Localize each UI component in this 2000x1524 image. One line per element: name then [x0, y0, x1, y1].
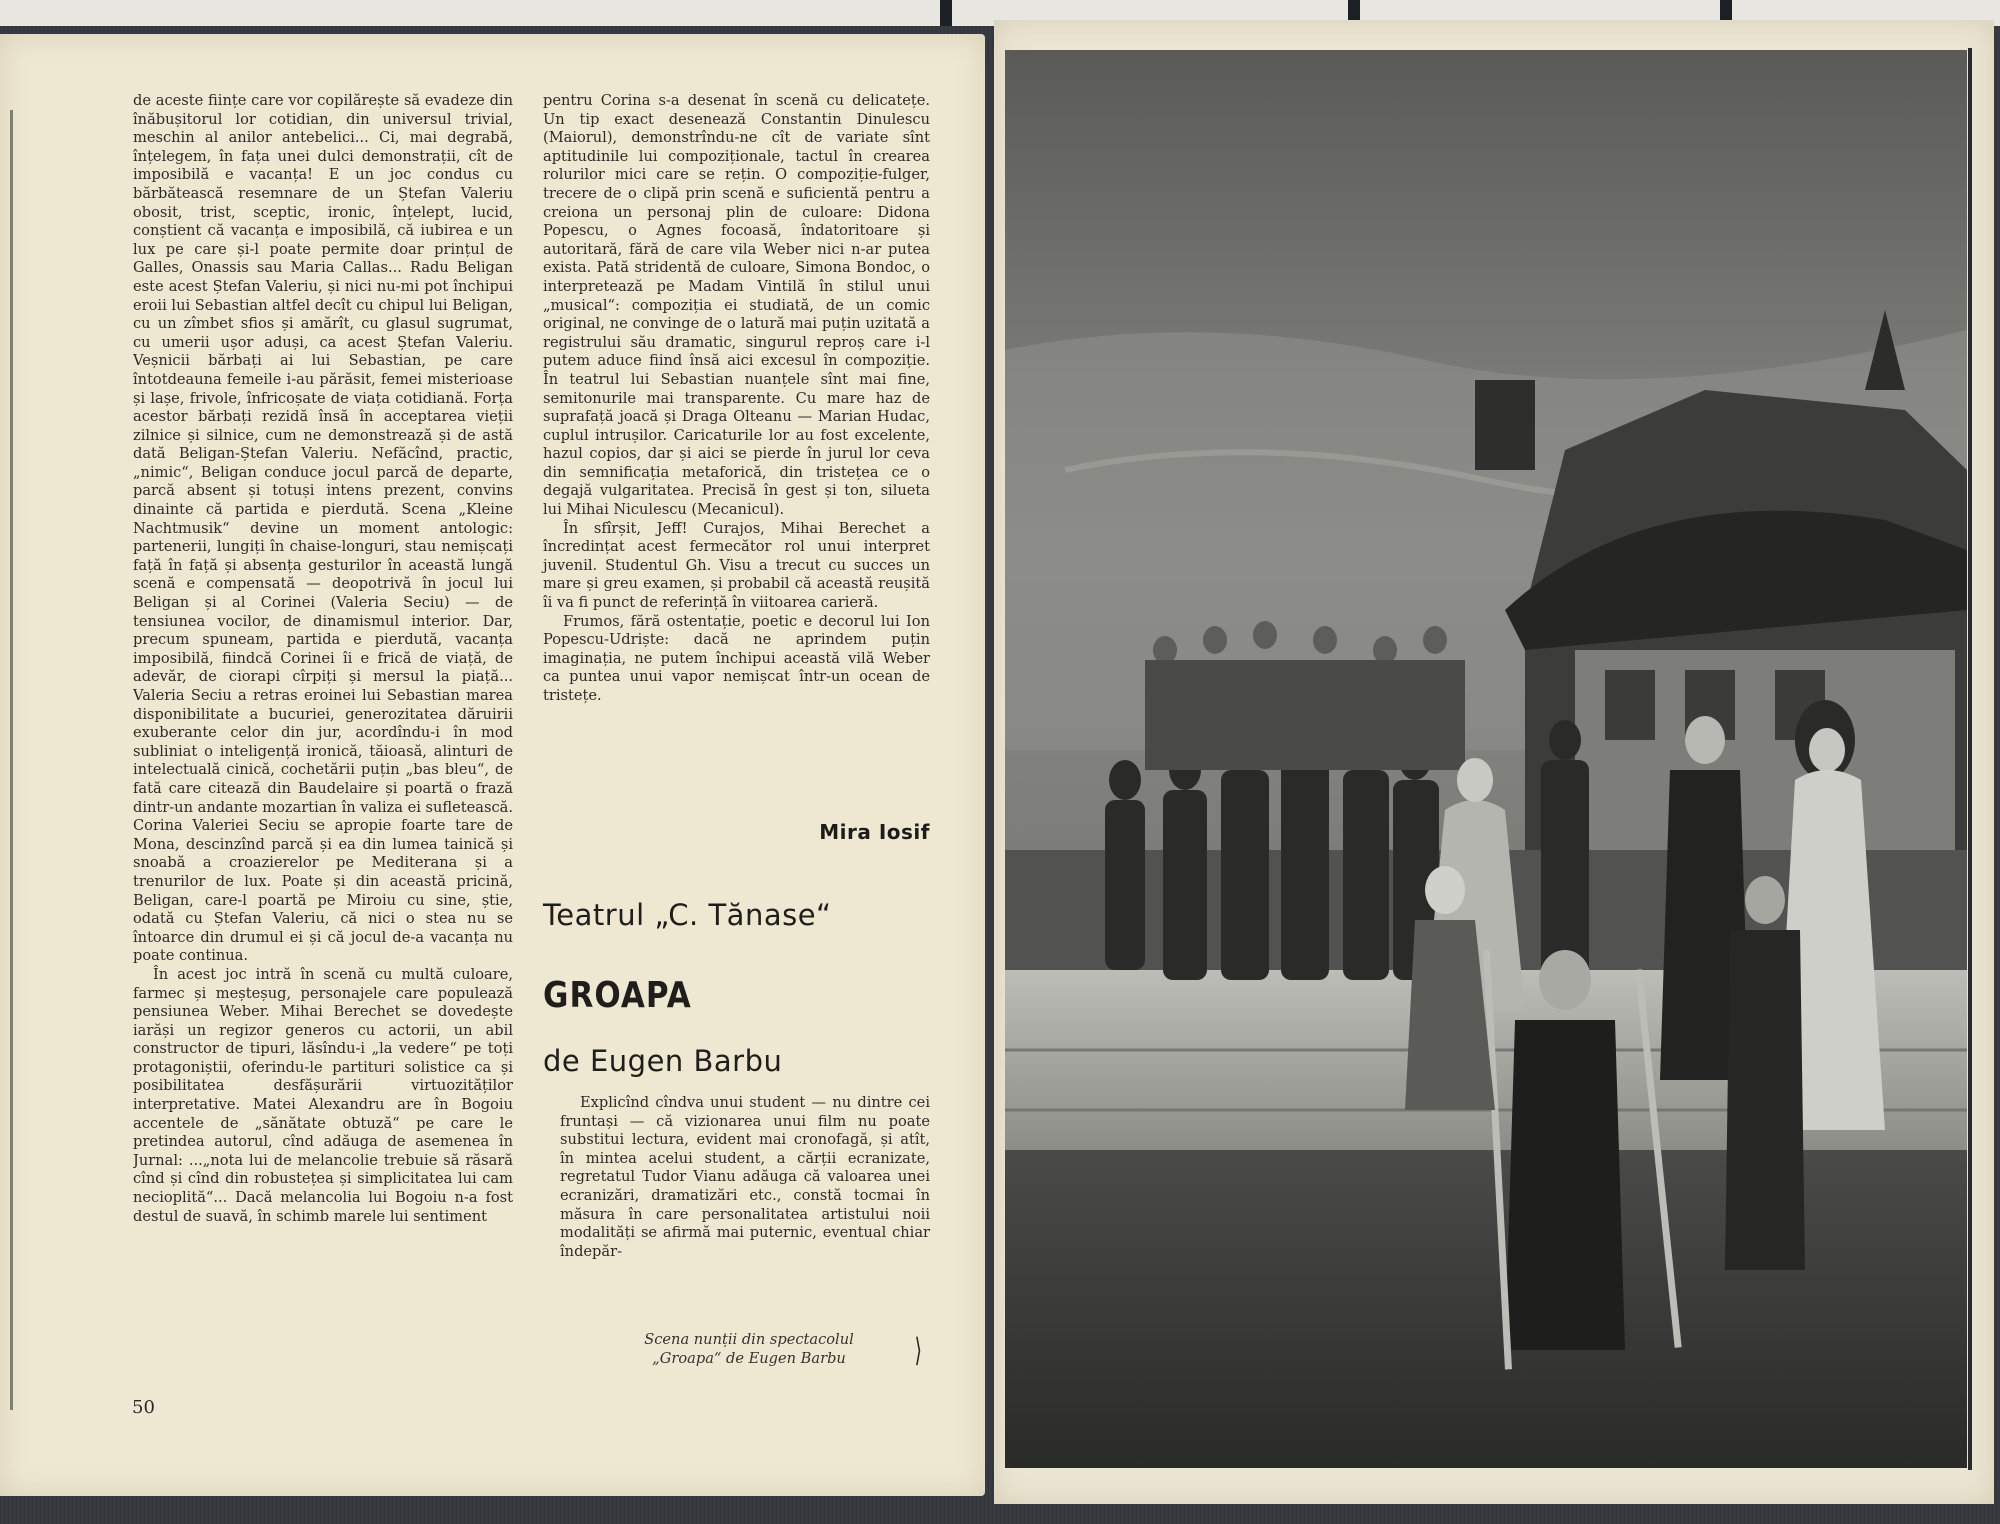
- page-margin-line: [10, 110, 13, 1410]
- photo-caption: [590, 1330, 908, 1368]
- page-number: 50: [132, 1397, 155, 1418]
- caption-line: „Groapa“ de Eugen Barbu: [652, 1350, 846, 1367]
- play-title: GROAPA: [543, 975, 692, 1017]
- theatre-heading: Teatrul „C. Tănase“: [543, 898, 832, 932]
- article-author: Mira Iosif: [819, 820, 930, 844]
- review-intro: [560, 1094, 930, 1261]
- paragraph: Explicînd cîndva unui student — nu dintre cei fruntași — că vizionarea unui film nu poate substitui lectura, evident mai cronofagă, și atît, în mintea acelui student, a cărții ecranizate, regretatul Tudor Vianu adăuga că valoarea unei ecranizări, dramatizări etc., constă tocmai în măsura în care personalitatea artistului noii modalități se afirmă mai puternic, eventual chiar îndepăr-: [560, 1094, 930, 1260]
- photo-illustration: [1005, 50, 1967, 1468]
- caption-pointer-icon: ⟩: [914, 1331, 922, 1369]
- paragraph: În sfîrșit, Jeff! Curajos, Mihai Berechet a încredințat acest fermecător rol unui interpret juvenil. Studentul Gh. Visu a trecut cu succes un mare și greu examen, și probabil că această reușită îi va fi punct de referință în viitoarea carieră.: [543, 519, 930, 612]
- paragraph: În acest joc intră în scenă cu multă culoare, farmec și meșteșug, personajele care populează pensiunea Weber. Mihai Berechet se dovedește iarăși un regizor generos cu actorii, un abil constructor de tipuri, lăsîndu-i „la vedere“ pe toți protagoniștii, oferindu-le partituri solistice ca și posibilitatea desfășurării virtuozităților interpretative. Matei Alexandru are în Bogoiu accentele de „sănătate obtuză“ pe care le pretindea autorul, cînd adăuga de asemenea în Jurnal: ...„nota lui de melancolie trebuie să răsară cînd și cînd din robustețea și simplicitatea lui cam necioplită“... Dacă melancolia lui Bogoiu n-a fost destul de suavă, în schimb marele lui sentiment: [133, 965, 513, 1225]
- caption-line: Scena nunții din spectacolul: [644, 1331, 854, 1348]
- page-edge: [1968, 48, 1972, 1470]
- paragraph: pentru Corina s-a desenat în scenă cu delicatețe. Un tip exact desenează Constantin Dinulescu (Maiorul), demonstrîndu-ne cît de variate sînt aptitudinile lui compoziționale, tactul în crearea rolurilor mici care se rețin. O compoziție-fulger, trecere de o clipă prin scenă e suficientă pentru a creiona un personaj plin de culoare: Didona Popescu, o Agnes focoasă, îndatoritoare și autoritară, fără de care vila Weber nici n-ar putea exista. Pată stridentă de culoare, Simona Bondoc, o interpretează pe Madam Vintilă în stilul unui „musical“: compoziția ei studiată, de un comic original, ne convinge de o latură mai puțin uzitată a registrului său dramatic, singurul reproș care i-l putem aduce fiind însă aici excesul în compoziție. În teatrul lui Sebastian nuanțele sînt mai fine, semitonurile mai transparente. Cu mare haz de suprafață joacă și Draga Olteanu — Marian Hudac, cuplul intrușilor. Caricaturile lor au fost excelente, hazul copios, dar și aici se pierde în jurul lor ceva din semnificația metaforică, din tristețea ce o degajă vulgaritatea. Precisă în gest și ton, silueta lui Mihai Niculescu (Mecanicul).: [543, 92, 930, 519]
- article-column-1: [133, 92, 513, 1378]
- play-author: de Eugen Barbu: [543, 1044, 783, 1078]
- stage-photograph: [1005, 50, 1967, 1468]
- paragraph: Frumos, fără ostentație, poetic e decorul lui Ion Popescu-Udriște: dacă ne aprindem puțin imaginația, ne putem închipui această vilă Weber ca puntea unui vapor nemișcat într-un ocean de tristețe.: [543, 612, 930, 704]
- article-column-2: [543, 92, 930, 706]
- binding-gap: [940, 0, 952, 26]
- paragraph: de aceste ființe care vor copilărește să evadeze din înăbușitorul lor cotidian, din universul trivial, meschin al anilor antebelici... Ci, mai degrabă, înțelegem, în fața unei dulci demonstrații, cît de imposibilă e vacanța! E un joc condus cu bărbătească resemnare de un Ștefan Valeriu obosit, trist, sceptic, ironic, înțelept, lucid, conștient că vacanța e imposibilă, că iubirea e un lux pe care și-l poate permite doar prințul de Galles, Onassis sau Maria Callas... Radu Beligan este acest Ștefan Valeriu, și nici nu-mi pot închipui eroii lui Sebastian altfel decît cu chipul lui Beligan, cu un zîmbet sfios și amărît, cu glasul sugrumat, cu umerii ușor aduși, ca acest Ștefan Valeriu. Veșnicii bărbați ai lui Sebastian, pe care întotdeauna femeile i-au părăsit, femei misterioase și lașe, frivole, înfricoșate de viața cotidiană. Forța acestor bărbați rezidă însă în acceptarea vieții zilnice și silnice, cum ne demonstrează și de astă dată Beligan-Ștefan Valeriu. Nefăcînd, practic, „nimic“, Beligan conduce jocul parcă de departe, parcă absent și totuși intens prezent, convins dinainte că partida e pierdută. Scena „Kleine Nachtmusik“ devine un moment antologic: partenerii, lungiți în chaise-longuri, stau nemișcați față în față și absența gesturilor în această lungă scenă e compensată — deopotrivă în jocul lui Beligan și al Corinei (Valeria Seciu) — de tensiunea vocilor, de dinamismul interior. Dar, precum spuneam, partida e pierdută, vacanța imposibilă, fiindcă Corinei îi e frică de viață, de adevăr, de ciorapi cîrpiți și mersul la piață... Valeria Seciu a retras eroinei lui Sebastian marea disponibilitate a bucuriei, generozitatea dăruirii exuberante celor din jur, acordîndu-i în mod subliniat o inteligență ironică, tăioasă, alinturi de intelectuală cinică, cochetării puțin „bas bleu“, de fată care citează din Baudelaire și poartă o frază dintr-un andante mozartian în valiza ei sufletească. Corina Valeriei Seciu se apropie foarte tare de Mona, descinzînd parcă și ea din lumea tainică și snoabă a croazierelor pe Mediterana și a trenurilor de lux. Poate și din această pricină, Beligan, care-l poartă pe Miroiu cu sine, știe, odată cu Ștefan Valeriu, că nici o stea nu se întoarce din drumul ei și că jocul de-a vacanța nu poate continua.: [133, 92, 513, 965]
